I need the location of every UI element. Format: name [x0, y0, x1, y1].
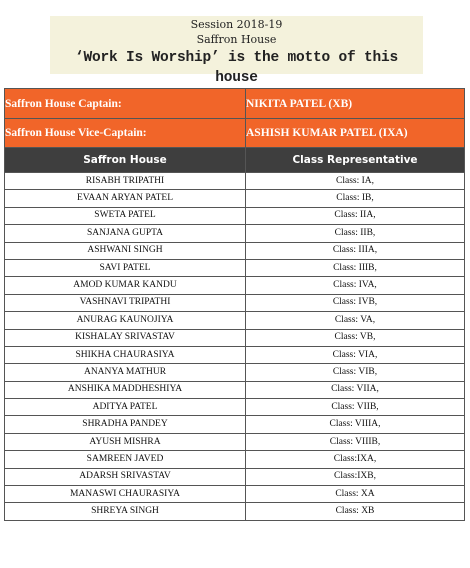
class-cell: Class: IIIB,	[246, 259, 465, 276]
table-row	[5, 381, 465, 398]
house-name: Saffron House	[196, 33, 277, 46]
student-name-cell: SWETA PATEL	[5, 207, 246, 224]
table-row	[5, 259, 465, 276]
class-cell: Class: IB,	[246, 190, 465, 207]
table-row	[5, 433, 465, 450]
class-cell: Class: VIB,	[246, 364, 465, 381]
class-cell: Class: IVB,	[246, 294, 465, 311]
student-name-cell: ADITYA PATEL	[5, 399, 246, 416]
student-name-cell: AYUSH MISHRA	[5, 433, 246, 450]
session-label: Session 2018-19	[190, 18, 283, 31]
class-cell: Class:IXB,	[246, 468, 465, 485]
house-roster-table	[4, 88, 465, 521]
class-cell: Class: IA,	[246, 173, 465, 190]
table-header-row	[5, 148, 465, 173]
student-name-cell: ANURAG KAUNOJIYA	[5, 312, 246, 329]
student-name-cell: KISHALAY SRIVASTAV	[5, 329, 246, 346]
student-name-cell: RISABH TRIPATHI	[5, 173, 246, 190]
table-row	[5, 399, 465, 416]
student-name-cell: SAMREEN JAVED	[5, 451, 246, 468]
student-name-cell: MANASWI CHAURASIYA	[5, 486, 246, 503]
table-row	[5, 294, 465, 311]
captain-row	[5, 89, 465, 119]
captain-name: NIKITA PATEL (XB)	[246, 89, 465, 119]
class-cell: Class: XB	[246, 503, 465, 520]
table-row	[5, 225, 465, 242]
house-motto: ‘Work Is Worship’ is the motto of this house	[74, 50, 399, 86]
student-name-cell: EVAAN ARYAN PATEL	[5, 190, 246, 207]
class-cell: Class: VIIIA,	[246, 416, 465, 433]
class-cell: Class: VIIB,	[246, 399, 465, 416]
student-name-cell: SHIKHA CHAURASIYA	[5, 346, 246, 363]
student-name-cell: SHREYA SINGH	[5, 503, 246, 520]
class-cell: Class: VIIIB,	[246, 433, 465, 450]
class-cell: Class: XA	[246, 486, 465, 503]
table-row	[5, 277, 465, 294]
class-cell: Class: IIA,	[246, 207, 465, 224]
captain-label: Saffron House Captain:	[5, 89, 246, 119]
class-cell: Class:IXA,	[246, 451, 465, 468]
table-row	[5, 346, 465, 363]
class-cell: Class: IIIA,	[246, 242, 465, 259]
vice-captain-row	[5, 119, 465, 148]
table-row	[5, 468, 465, 485]
class-cell: Class: IVA,	[246, 277, 465, 294]
column-header-class: Class Representative	[246, 148, 465, 173]
title-banner	[50, 16, 423, 86]
table-row	[5, 451, 465, 468]
vice-captain-label: Saffron House Vice-Captain:	[5, 119, 246, 148]
student-name-cell: ANANYA MATHUR	[5, 364, 246, 381]
table-row	[5, 329, 465, 346]
table-row	[5, 312, 465, 329]
table-row	[5, 190, 465, 207]
student-name-cell: VASHNAVI TRIPATHI	[5, 294, 246, 311]
vice-captain-name: ASHISH KUMAR PATEL (IXA)	[246, 119, 465, 148]
student-name-cell: ADARSH SRIVASTAV	[5, 468, 246, 485]
student-name-cell: ANSHIKA MADDHESHIYA	[5, 381, 246, 398]
table-row	[5, 364, 465, 381]
class-cell: Class: IIB,	[246, 225, 465, 242]
class-cell: Class: VIIA,	[246, 381, 465, 398]
class-cell: Class: VB,	[246, 329, 465, 346]
student-name-cell: SHRADHA PANDEY	[5, 416, 246, 433]
student-name-cell: AMOD KUMAR KANDU	[5, 277, 246, 294]
table-row	[5, 416, 465, 433]
student-name-cell: ASHWANI SINGH	[5, 242, 246, 259]
table-row	[5, 242, 465, 259]
table-row	[5, 173, 465, 190]
table-row	[5, 486, 465, 503]
table-row	[5, 503, 465, 520]
column-header-house: Saffron House	[5, 148, 246, 173]
class-cell: Class: VIA,	[246, 346, 465, 363]
class-cell: Class: VA,	[246, 312, 465, 329]
student-name-cell: SANJANA GUPTA	[5, 225, 246, 242]
student-name-cell: SAVI PATEL	[5, 259, 246, 276]
table-row	[5, 207, 465, 224]
